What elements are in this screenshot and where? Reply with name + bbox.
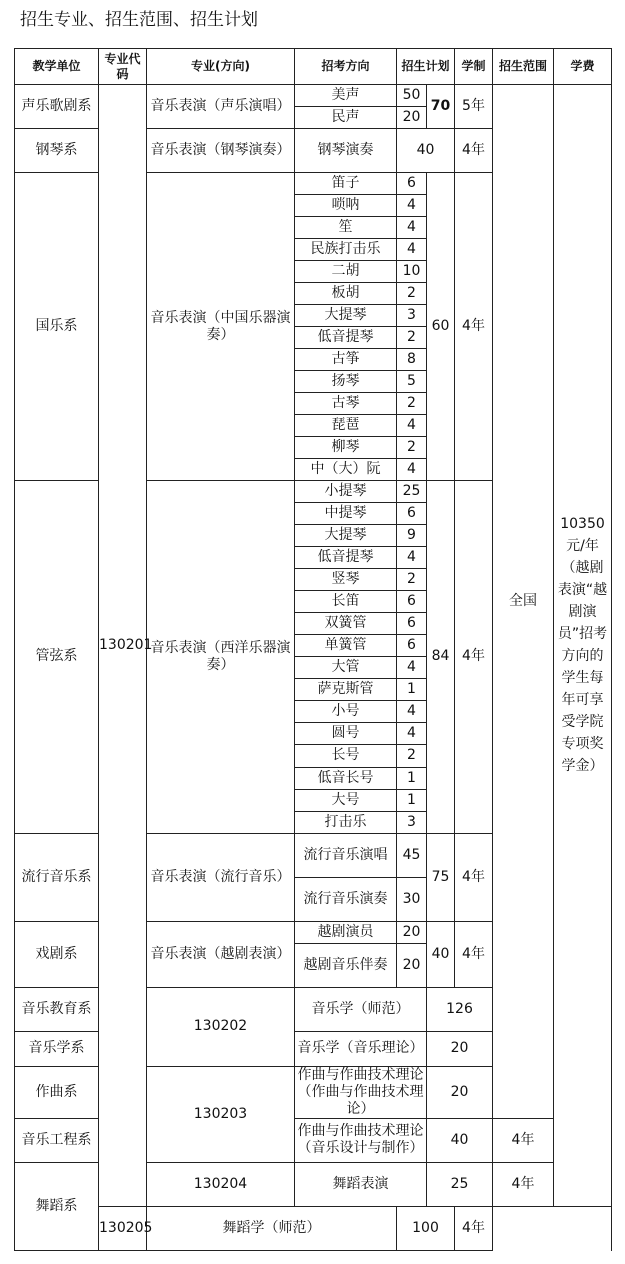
count-cell: 4 <box>397 657 427 679</box>
header-row <box>15 49 612 85</box>
count-cell: 2 <box>397 283 427 305</box>
header-direction: 招考方向 <box>295 49 397 85</box>
header-code: 专业代码 <box>99 49 147 85</box>
direction-cell: 低音提琴 <box>295 547 397 569</box>
count-cell: 2 <box>397 393 427 415</box>
count-cell: 4 <box>397 701 427 723</box>
direction-cell: 柳琴 <box>295 437 397 459</box>
direction-cell: 流行音乐演奏 <box>295 877 397 921</box>
count-cell: 4 <box>397 217 427 239</box>
major-cell: 音乐学（音乐理论） <box>295 1031 427 1066</box>
direction-cell: 小提琴 <box>295 481 397 503</box>
unit-cell: 国乐系 <box>15 173 99 481</box>
count-cell: 20 <box>427 1066 493 1118</box>
fee-cell: 10350元/年（越剧表演“越剧演员”招考方向的学生每年可享受学院专项奖学金） <box>554 85 612 1207</box>
direction-cell: 越剧音乐伴奏 <box>295 943 397 987</box>
years-cell: 4年 <box>455 481 493 833</box>
direction-cell: 长笛 <box>295 591 397 613</box>
unit-cell: 音乐学系 <box>15 1031 99 1066</box>
unit-cell: 音乐工程系 <box>15 1118 99 1162</box>
count-cell: 6 <box>397 613 427 635</box>
count-cell: 4 <box>397 415 427 437</box>
direction-cell: 扬琴 <box>295 371 397 393</box>
count-cell: 3 <box>397 811 427 833</box>
years-cell: 4年 <box>455 833 493 921</box>
count-cell: 8 <box>397 349 427 371</box>
table-row <box>15 1206 612 1250</box>
count-cell: 9 <box>397 525 427 547</box>
direction-cell: 打击乐 <box>295 811 397 833</box>
years-cell: 5年 <box>455 85 493 129</box>
direction-cell: 单簧管 <box>295 635 397 657</box>
direction-cell: 大管 <box>295 657 397 679</box>
subtotal-cell: 40 <box>427 921 455 987</box>
count-cell: 1 <box>397 789 427 811</box>
direction-cell: 低音长号 <box>295 767 397 789</box>
table-row <box>15 85 612 107</box>
direction-cell: 钢琴演奏 <box>295 129 397 173</box>
count-cell: 100 <box>397 1206 455 1250</box>
code-cell: 130202 <box>147 987 295 1066</box>
direction-cell: 越剧演员 <box>295 921 397 943</box>
subtotal-cell: 84 <box>427 481 455 833</box>
header-unit: 教学单位 <box>15 49 99 85</box>
count-cell: 25 <box>397 481 427 503</box>
direction-cell: 萨克斯管 <box>295 679 397 701</box>
count-cell: 2 <box>397 569 427 591</box>
direction-cell: 民族打击乐 <box>295 239 397 261</box>
direction-cell: 民声 <box>295 107 397 129</box>
direction-cell: 大提琴 <box>295 305 397 327</box>
direction-cell: 竖琴 <box>295 569 397 591</box>
years-cell: 4年 <box>455 1206 493 1250</box>
code-cell: 130201 <box>99 85 147 1207</box>
unit-cell: 管弦系 <box>15 481 99 833</box>
years-cell: 4年 <box>493 1162 554 1206</box>
major-cell: 作曲与作曲技术理论（音乐设计与制作） <box>295 1118 427 1162</box>
unit-cell: 舞蹈系 <box>15 1162 99 1250</box>
count-cell: 5 <box>397 371 427 393</box>
direction-cell: 笙 <box>295 217 397 239</box>
header-years: 学制 <box>455 49 493 85</box>
years-cell: 4年 <box>455 129 493 173</box>
count-cell: 126 <box>427 987 493 1031</box>
major-cell: 音乐表演（中国乐器演奏） <box>147 173 295 481</box>
count-cell: 6 <box>397 591 427 613</box>
count-cell: 6 <box>397 503 427 525</box>
count-cell: 20 <box>397 107 427 129</box>
count-cell: 4 <box>397 459 427 481</box>
major-cell: 音乐表演（声乐演唱） <box>147 85 295 129</box>
count-cell: 30 <box>397 877 427 921</box>
count-cell: 40 <box>427 1118 493 1162</box>
header-fee: 学费 <box>554 49 612 85</box>
major-cell: 音乐表演（越剧表演） <box>147 921 295 987</box>
count-cell: 4 <box>397 547 427 569</box>
count-cell: 6 <box>397 173 427 195</box>
count-cell: 20 <box>397 943 427 987</box>
count-cell: 2 <box>397 745 427 767</box>
count-cell: 6 <box>397 635 427 657</box>
direction-cell: 古筝 <box>295 349 397 371</box>
count-cell: 4 <box>397 195 427 217</box>
unit-cell: 声乐歌剧系 <box>15 85 99 129</box>
header-scope: 招生范围 <box>493 49 554 85</box>
direction-cell: 二胡 <box>295 261 397 283</box>
count-cell: 50 <box>397 85 427 107</box>
header-major: 专业(方向) <box>147 49 295 85</box>
direction-cell: 大提琴 <box>295 525 397 547</box>
count-cell: 4 <box>397 239 427 261</box>
direction-cell: 唢呐 <box>295 195 397 217</box>
direction-cell: 美声 <box>295 85 397 107</box>
code-cell: 130204 <box>147 1162 295 1206</box>
unit-cell: 作曲系 <box>15 1066 99 1118</box>
unit-cell: 戏剧系 <box>15 921 99 987</box>
direction-cell: 中提琴 <box>295 503 397 525</box>
years-cell: 4年 <box>493 1118 554 1162</box>
count-cell: 1 <box>397 679 427 701</box>
admission-table <box>14 48 612 1251</box>
count-cell: 1 <box>397 767 427 789</box>
direction-cell: 流行音乐演唱 <box>295 833 397 877</box>
code-cell: 130205 <box>99 1206 147 1250</box>
count-cell: 20 <box>427 1031 493 1066</box>
count-cell: 3 <box>397 305 427 327</box>
unit-cell: 音乐教育系 <box>15 987 99 1031</box>
direction-cell: 古琴 <box>295 393 397 415</box>
direction-cell: 大号 <box>295 789 397 811</box>
years-cell: 4年 <box>455 921 493 987</box>
direction-cell: 板胡 <box>295 283 397 305</box>
subtotal-cell: 60 <box>427 173 455 481</box>
unit-cell: 流行音乐系 <box>15 833 99 921</box>
major-cell: 音乐表演（钢琴演奏） <box>147 129 295 173</box>
direction-cell: 长号 <box>295 745 397 767</box>
code-cell: 130203 <box>147 1066 295 1162</box>
direction-cell: 双簧管 <box>295 613 397 635</box>
years-cell: 4年 <box>455 173 493 481</box>
major-cell: 舞蹈表演 <box>295 1162 427 1206</box>
major-cell: 作曲与作曲技术理论（作曲与作曲技术理论） <box>295 1066 427 1118</box>
major-cell: 音乐学（师范） <box>295 987 427 1031</box>
subtotal-cell: 75 <box>427 833 455 921</box>
direction-cell: 中（大）阮 <box>295 459 397 481</box>
scope-cell: 全国 <box>493 85 554 1119</box>
unit-cell: 钢琴系 <box>15 129 99 173</box>
count-cell: 2 <box>397 327 427 349</box>
major-cell: 舞蹈学（师范） <box>147 1206 397 1250</box>
count-cell: 20 <box>397 921 427 943</box>
count-cell: 10 <box>397 261 427 283</box>
count-cell: 45 <box>397 833 427 877</box>
subtotal-cell: 70 <box>427 85 455 129</box>
count-cell: 25 <box>427 1162 493 1206</box>
direction-cell: 圆号 <box>295 723 397 745</box>
count-cell: 40 <box>397 129 455 173</box>
direction-cell: 小号 <box>295 701 397 723</box>
major-cell: 音乐表演（西洋乐器演奏） <box>147 481 295 833</box>
direction-cell: 琵琶 <box>295 415 397 437</box>
count-cell: 4 <box>397 723 427 745</box>
header-plan: 招生计划 <box>397 49 455 85</box>
major-cell: 音乐表演（流行音乐） <box>147 833 295 921</box>
page-title: 招生专业、招生范围、招生计划 <box>20 10 258 30</box>
direction-cell: 笛子 <box>295 173 397 195</box>
direction-cell: 低音提琴 <box>295 327 397 349</box>
count-cell: 2 <box>397 437 427 459</box>
